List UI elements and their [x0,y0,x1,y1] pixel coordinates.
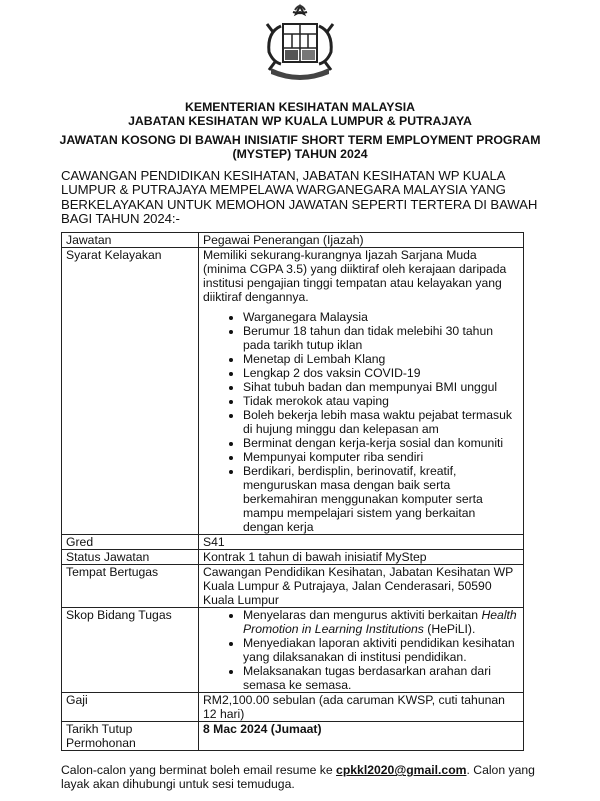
table-row [62,535,524,550]
list-item: • Mempunyai komputer riba sendiri [243,450,519,464]
row-label: Skop Bidang Tugas [62,608,199,693]
row-label: Syarat Kelayakan [62,248,199,535]
list-item: • Warganegara Malaysia [243,310,519,324]
list-item: • Menyediakan laporan aktiviti pendidikan kesihatan yang dilaksanakan di institusi pendidikan. [243,636,519,664]
list-item: • Berumur 18 tahun dan tidak melebihi 30 tahun pada tarikh tutup iklan [243,324,519,352]
list-item: • Menetap di Lembah Klang [243,352,519,366]
list-item: • Melaksanakan tugas berdasarkan arahan dari semasa ke semasa. [243,664,519,692]
table-row [62,722,524,751]
table-row [62,693,524,722]
row-value [199,608,524,693]
row-value: RM2,100.00 sebulan (ada caruman KWSP, cuti tahunan 12 hari) [199,693,524,722]
footer-text: . Calon yang layak akan dihubungi untuk sesi temuduga. [61,763,535,792]
list-item: • Sihat tubuh badan dan mempunyai BMI unggul [243,380,519,394]
row-value [199,248,524,535]
table-row [62,248,524,535]
row-value: S41 [199,535,524,550]
table-row [62,550,524,565]
footer-text: Calon-calon yang berminat boleh email resume ke [61,763,337,778]
table-row [62,608,524,693]
table-row [62,233,524,248]
duty-italic-text: Health Promotion in Learning Institutions [243,608,517,637]
ministry-heading: KEMENTERIAN KESIHATAN MALAYSIA [184,100,415,114]
email-link[interactable]: cpkkl2020@gmail.com [336,763,467,778]
intro-paragraph: CAWANGAN PENDIDIKAN KESIHATAN, JABATAN KESIHATAN WP KUALA LUMPUR & PUTRAJAYA MEMPELAWA WARGANEGARA MALAYSIA YANG BERKELAYAKAN UNTUK MEMOHON JAWATAN SEPERTI TERTERA DI BAWAH BAGI TAHUN 2024:- [61,168,538,226]
row-label: Tempat Bertugas [62,565,199,608]
list-item: • Tidak merokok atau vaping [243,394,519,408]
table-row [62,565,524,608]
title-line1: JAWATAN KOSONG DI BAWAH INISIATIF SHORT TERM EMPLOYMENT PROGRAM [59,133,541,147]
malaysia-coat-of-arms-logo [257,2,343,86]
list-item: • Berdikari, berdisplin, berinovatif, kreatif, menguruskan masa dengan baik serta berkemahiran menggunakan komputer serta mampu mempelajari sistem yang berkaitan dengan kerja [243,464,519,534]
list-item [243,608,519,636]
list-item: • Berminat dengan kerja-kerja sosial dan komuniti [243,436,519,450]
row-label: Gaji [62,693,199,722]
row-label: Status Jawatan [62,550,199,565]
row-label: Gred [62,535,199,550]
row-label: Tarikh Tutup Permohonan [62,722,199,751]
duties-list [203,608,519,692]
footer-note [61,763,541,791]
list-item: • Lengkap 2 dos vaksin COVID-19 [243,366,519,380]
duty-text: (HePiLI). [423,622,476,637]
department-heading: JABATAN KESIHATAN WP KUALA LUMPUR & PUTRAJAYA [128,114,472,128]
row-value: Cawangan Pendidikan Kesihatan, Jabatan Kesihatan WP Kuala Lumpur & Putrajaya, Jalan Cenderasari, 50590 Kuala Lumpur [199,565,524,608]
duty-text: Menyelaras dan mengurus aktiviti berkaitan [243,608,482,623]
row-value: Kontrak 1 tahun di bawah inisiatif MyStep [199,550,524,565]
qualification-text: Memiliki sekurang-kurangnya Ijazah Sarjana Muda (minima CGPA 3.5) yang diiktiraf oleh kerajaan daripada institusi pengajian tinggi tempatan atau kelayakan yang diiktiraf dengannya. [203,248,507,305]
row-value: Pegawai Penerangan (Ijazah) [199,233,524,248]
closing-date: 8 Mac 2024 (Jumaat) [199,722,524,751]
list-item: • Boleh bekerja lebih masa waktu pejabat termasuk di hujung minggu dan kelepasan am [243,408,519,436]
requirements-list [203,310,519,534]
title-line2: (MYSTEP) TAHUN 2024 [232,147,368,161]
row-label: Jawatan [62,233,199,248]
job-details-table [61,232,524,751]
